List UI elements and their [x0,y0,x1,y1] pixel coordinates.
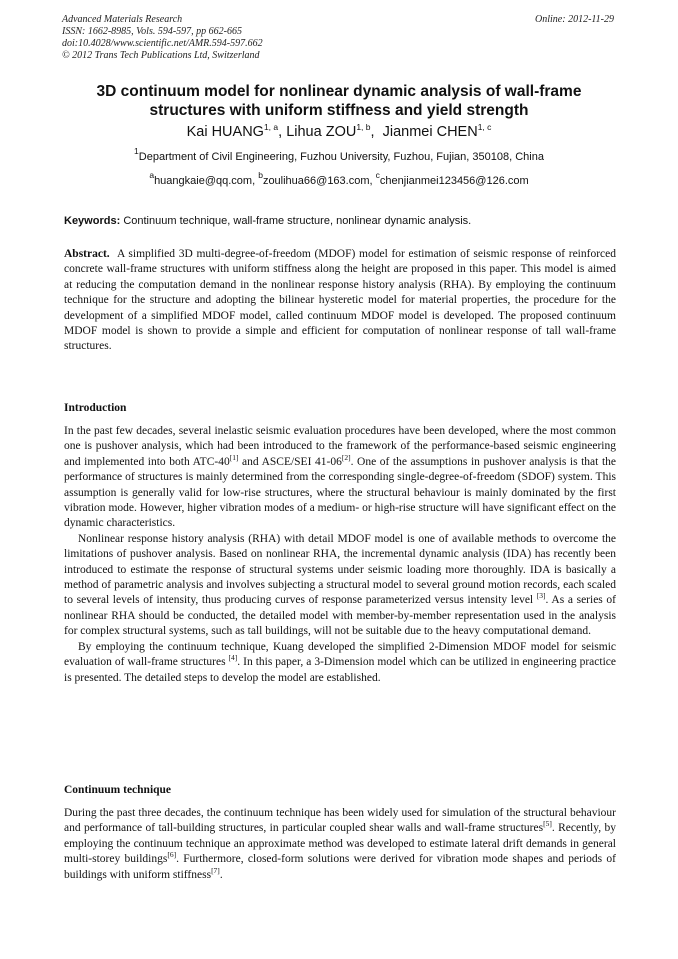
paragraph: In the past few decades, several inelastic seismic evaluation procedures have been developed, where the most common one is pushover analysis, which had been introduced to the framework of the performance-based seismic engineering and implemented into both ATC-40[1] and ASCE/SEI 41-06[2]. One of the assumptions in pushover analysis is that the performance of structures is mainly determined from the corresponding single-degree-of-freedom (SDOF) system. This assumption is generally valid for low-rise structures, where the structural behaviour is mainly dominated by the first vibration mode. However, higher vibration modes of a medium- or high-rise structure will have significant effect on the dynamic characteristics. [64,425,616,530]
email-list: $^a$huangkaie@qq.com, $^b$zoulihua66@163.com, $^c$chenjianmei123456@126.com [149,170,529,187]
email-address: huangkaie@qq.com [154,175,253,187]
citation: [4] [228,653,238,663]
paper-title-line-1: 3D continuum model for nonlinear dynamic analysis of wall-frame [96,83,582,100]
affiliation [40,146,638,164]
journal-header [62,14,263,62]
citation: [2] [341,452,351,462]
citation: [3] [536,591,546,601]
affiliation-mark: 1 [134,146,139,156]
email-mark: c [375,170,380,180]
keywords [64,214,616,228]
paper-title-line-2: structures with uniform stiffness and yield strength [149,102,529,119]
author-affiliation-mark: 1, a [263,122,279,132]
author-name: Kai HUANG [186,124,264,140]
affiliation-text: Department of Civil Engineering, Fuzhou University, Fuzhou, Fujian, 350108, China [138,151,544,163]
author-name: Jianmei CHEN [382,124,478,140]
email-address: zoulihua66@163.com [262,175,370,187]
paragraph: During the past three decades, the continuum technique has been widely used for simulation of the structural behaviour and performance of tall-building structures, in particular coupled shear walls and wall-frame structures[5]. Recently, by employing the continuum technique an approximate method was developed to estimate lateral drift demands in general multi-storey buildings[6]. Furthermore, closed-form solutions were derived for vibration mode shapes and periods of buildings with uniform stiffness[7]. [64,807,616,881]
citation: [6] [167,850,177,860]
journal-issn: ISSN: 1662-8985, Vols. 594-597, pp 662-665 [62,26,242,37]
journal-doi: doi:10.4028/www.scientific.net/AMR.594-597.662 [62,38,263,49]
keywords-text: Continuum technique, wall-frame structure, nonlinear dynamic analysis. [123,215,472,227]
journal-copyright: © 2012 Trans Tech Publications Ltd, Switzerland [62,50,260,61]
section-heading-continuum-technique: Continuum technique [64,784,172,796]
email-mark: b [258,170,263,180]
continuum-body [64,806,616,883]
abstract [64,247,616,355]
email-mark: a [149,170,155,180]
citation: [7] [211,865,220,875]
paragraph: Nonlinear response history analysis (RHA) with detail MDOF model is one of available methods to overcome the limitations of pushover analysis. Based on nonlinear RHA, the incremental dynamic analysis (IDA) has recently been introduced to estimate the response of structural systems under seismic loading more thoroughly. IDA is basically a method of parametric analysis and involves subjecting a structural model to several ground motion records, each scaled to several levels of intensity, thus producing curves of response parameterized versus intensity level [3]. As a series of nonlinear RHA should be conducted, the detailed model with member-by-member representation used in the analysis for complex structural systems, such as tall buildings, will not be suitable due to the heavy computational demand. [64,532,616,638]
author-list: Kai HUANG$^{1, a}$, Lihua ZOU$^{1, b}$, Jianmei CHEN$^{1, c}$ [186,122,492,140]
introduction-body [64,424,616,686]
paragraph: By employing the continuum technique, Kuang developed the simplified 2-Dimension MDOF model for seismic evaluation of wall-frame structures [4]. In this paper, a 3-Dimension model which can be utilized in engineering practice is presented. The detailed steps to develop the model are established. [64,640,616,684]
citation: [1] [229,452,239,462]
journal-name: Advanced Materials Research [62,14,183,25]
keywords-label: Keywords: [64,215,121,227]
citation: [5] [543,819,552,829]
section-heading-introduction: Introduction [64,402,127,414]
online-date: Online: 2012-11-29 [535,14,614,25]
author-affiliation-mark: 1, c [477,122,492,132]
paper-title [40,82,638,120]
abstract-label: Abstract. [64,248,110,260]
author-name: Lihua ZOU [286,124,357,140]
email-address: chenjianmei123456@126.com [379,175,529,187]
abstract-text: A simplified 3D multi-degree-of-freedom (MDOF) model for estimation of seismic response of reinforced concrete wall-frame structures with uniform stiffness along the height are proposed in this paper. This model is aimed at reducing the computation demand in the nonlinear response history analysis (RHA). By employing the continuum technique for the structure and adopting the bilinear hysteretic model for material properties, the procedure for the development of a simplified MDOF model, called continuum MDOF model is developed. The proposed continuum MDOF model is shown to provide a simple and efficient for computation of nonlinear response of tall wall-frame structures. [64,248,616,353]
author-affiliation-mark: 1, b [356,122,371,132]
